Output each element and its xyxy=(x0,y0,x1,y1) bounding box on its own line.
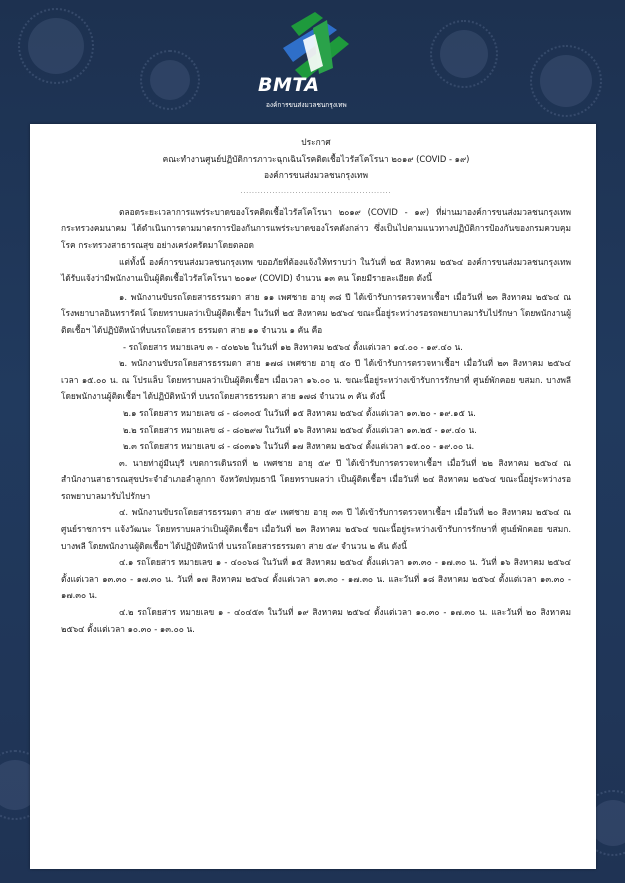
logo-subtitle: องค์การขนส่งมวลชนกรุงเทพ xyxy=(266,101,347,109)
logo-name: BMTA xyxy=(258,74,320,96)
paragraph-notice: แต่ทั้งนี้ องค์การขนส่งมวลชนกรุงเทพ ขออภัยที่ต้องแจ้งให้ทราบว่า ในวันที่ ๒๕ สิงหาคม ๒๕๖๔ องค์การขนส่งมวลชนกรุงเทพ ได้รับแจ้งว่ามีพนักงานเป็นผู้ติดเชื้อไวรัสโคโรนา ๒๐๑๙ (COVID) จำนวน ๑๓ คน โดยมีรายละเอียด ดังนี้ xyxy=(61,256,571,284)
item-3: ๓. นายท่าอู่มีนบุรี เขตการเดินรถที่ ๒ เพศชาย อายุ ๕๙ ปี ได้เข้ารับการตรวจหาเชื้อฯ เมื่อวันที่ ๒๒ สิงหาคม ๒๕๖๔ ณ สำนักงานสาธารณสุขประจำอำเภอลำลูกกา จังหวัดปทุมธานี โดยทราบผลว่า เป็นผู้ติดเชื้อฯ เมื่อวันที่ ๒๔ สิงหาคม ๒๕๖๔ ขณะนี้อยู่ระหว่างรอรถพยาบาลมารับไปรักษา xyxy=(61,457,571,501)
item-2-bus-2: ๒.๒ รถโดยสาร หมายเลข ๘ - ๘๐๒๙๗ ในวันที่ ๑๖ สิงหาคม ๒๕๖๔ ตั้งแต่เวลา ๑๓.๒๕ - ๑๙.๔๐ น. xyxy=(123,424,477,435)
item-1: ๑. พนักงานขับรถโดยสารธรรมดา สาย ๑๑ เพศชาย อายุ ๓๘ ปี ได้เข้ารับการตรวจหาเชื้อฯ เมื่อวันที่ ๒๓ สิงหาคม ๒๕๖๔ ณ โรงพยาบาลอินทรารัตน์ โดยทราบผลว่าเป็นผู้ติดเชื้อฯ ในวันที่ ๒๕ สิงหาคม ๒๕๖๔ ขณะนี้อยู่ระหว่างรอรถพยาบาลมารับไปรักษา โดยพนักงานผู้ติดเชื้อฯ ได้ปฏิบัติหน้าที่บนรถโดยสาร ธรรมดา สาย ๑๑ จำนวน ๑ คัน คือ xyxy=(61,291,571,335)
announcement-document xyxy=(61,128,571,637)
item-4-bus-1: ๔.๑ รถโดยสาร หมายเลข ๑ - ๔๐๐๖๘ ในวันที่ ๑๕ สิงหาคม ๒๕๖๔ ตั้งแต่เวลา ๑๓.๓๐ - ๑๗.๓๐ น. วันที่ ๑๖ สิงหาคม ๒๕๖๔ ตั้งแต่เวลา ๑๓.๓๐ - ๑๗.๓๐ น. วันที่ ๑๗ สิงหาคม ๒๕๖๔ ตั้งแต่เวลา ๑๓.๓๐ - ๑๗.๓๐ น. และวันที่ ๑๘ สิงหาคม ๒๕๖๔ ตั้งแต่เวลา ๑๓.๓๐ - ๑๗.๓๐ น. xyxy=(61,557,571,601)
header xyxy=(0,0,625,122)
item-2-bus-3: ๒.๓ รถโดยสาร หมายเลข ๘ - ๘๐๓๑๖ ในวันที่ ๑๗ สิงหาคม ๒๕๖๔ ตั้งแต่เวลา ๑๕.๐๐ - ๑๙.๐๐ น. xyxy=(123,441,475,452)
doc-heading: ประกาศ xyxy=(301,137,331,147)
doc-title: คณะทำงานศูนย์ปฏิบัติการภาวะฉุกเฉินโรคติดเชื้อไวรัสโคโรนา ๒๐๑๙ (COVID - ๑๙) xyxy=(162,153,470,164)
item-2-bus-1: ๒.๑ รถโดยสาร หมายเลข ๘ - ๘๐๓๐๕ ในวันที่ ๑๕ สิงหาคม ๒๕๖๔ ตั้งแต่เวลา ๑๓.๒๐ - ๑๙.๑๕ น. xyxy=(123,407,476,418)
doc-org: องค์การขนส่งมวลชนกรุงเทพ xyxy=(264,170,368,181)
item-4: ๔. พนักงานขับรถโดยสารธรรมดา สาย ๕๙ เพศชาย อายุ ๓๓ ปี ได้เข้ารับการตรวจหาเชื้อฯ เมื่อวันที่ ๒๐ สิงหาคม ๒๕๖๔ ณ ศูนย์ราชการฯ แจ้งวัฒนะ โดยทราบผลว่าเป็นผู้ติดเชื้อฯ เมื่อวันที่ ๒๓ สิงหาคม ๒๕๖๔ ขณะนี้อยู่ระหว่างเข้ารับการรักษาที่ ศูนย์พักคอย ขสมก. บางพลี โดยพนักงานผู้ติดเชื้อฯ ได้ปฏิบัติหน้าที่ บนรถโดยสารธรรมดา สาย ๕๙ จำนวน ๒ คัน ดังนี้ xyxy=(61,507,571,551)
divider: .................................................... xyxy=(240,187,392,195)
item-4-bus-2: ๔.๒ รถโดยสาร หมายเลข ๑ - ๔๐๔๕๓ ในวันที่ ๑๙ สิงหาคม ๒๕๖๔ ตั้งแต่เวลา ๑๐.๓๐ - ๑๗.๓๐ น. และวันที่ ๒๐ สิงหาคม ๒๕๖๔ ตั้งแต่เวลา ๑๐.๓๐ - ๑๓.๐๐ น. xyxy=(61,607,571,634)
item-1-bus: - รถโดยสาร หมายเลข ๓ - ๔๐๒๖๒ ในวันที่ ๑๒ สิงหาคม ๒๕๖๔ ตั้งแต่เวลา ๑๔.๐๐ - ๑๙.๔๐ น. xyxy=(123,341,463,352)
item-2: ๒. พนักงานขับรถโดยสารธรรมดา สาย ๑๗๘ เพศชาย อายุ ๕๐ ปี ได้เข้ารับการตรวจหาเชื้อฯ เมื่อวันที่ ๒๓ สิงหาคม ๒๕๖๔ เวลา ๑๕.๐๐ น. ณ โปรแล็บ โดยทราบผลว่าเป็นผู้ติดเชื้อฯ เมื่อเวลา ๑๖.๐๐ น. ขณะนี้อยู่ระหว่างเข้ารับการรักษาที่ ศูนย์พักคอย ขสมก. บางพลี โดยพนักงานผู้ติดเชื้อฯ ได้ปฏิบัติหน้าที่ บนรถโดยสารธรรมดา สาย ๑๗๘ จำนวน ๓ คัน ดังนี้ xyxy=(61,358,571,402)
paragraph-intro: ตลอดระยะเวลาการแพร่ระบาดของโรคติดเชื้อไวรัสโคโรนา ๒๐๑๙ (COVID - ๑๙) ที่ผ่านมาองค์การขนส่งมวลชนกรุงเทพ กระทรวงคมนาคม ได้ดำเนินการตามมาตรการป้องกันการแพร่ระบาดของโรคดังกล่าว ซึ่งเป็นไปตามแนวทางปฏิบัติการป้องกันของกรมควบคุมโรค กระทรวงสาธารณสุข อย่างเคร่งครัดมาโดยตลอด xyxy=(61,206,571,250)
